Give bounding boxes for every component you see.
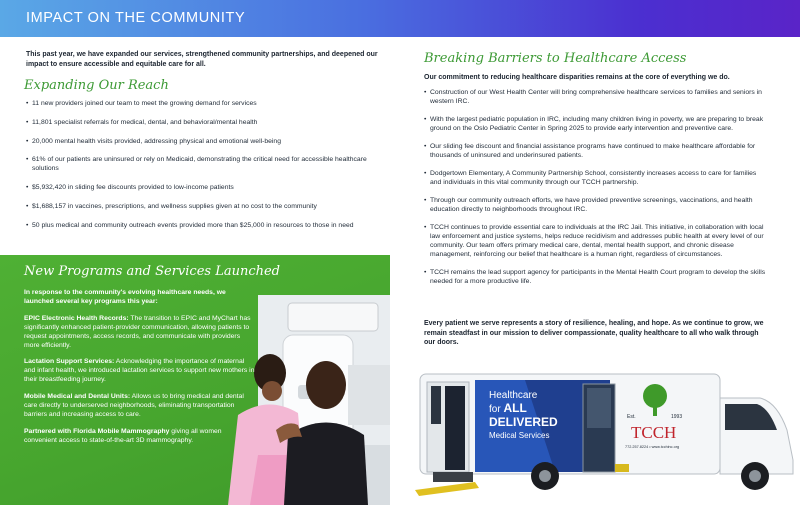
list-item: • TCCH remains the lead support agency for participants in the Mental Health Court program to develop the skills needed for a more productive life. (424, 269, 769, 287)
expanding-heading: Expanding Our Reach (24, 78, 169, 93)
list-item: • 11 new providers joined our team to meet the growing demand for services (26, 100, 371, 109)
van-line4: Medical Services (489, 431, 550, 440)
list-item: • Through our community outreach efforts, we have provided preventive screenings, vaccinations, and health education directly to neighborhoods throughout IRC. (424, 197, 769, 215)
list-item: • 61% of our patients are uninsured or rely on Medicaid, demonstrating the critical need for accessible healthcare solutions (26, 156, 371, 174)
barriers-list (424, 89, 769, 296)
mobile-unit-van (405, 368, 800, 505)
expanding-list (26, 100, 371, 240)
logo-year: 1993 (671, 414, 683, 420)
barriers-subheading: Our commitment to reducing healthcare disparities remains at the core of everything we do. (424, 74, 730, 81)
list-item: • Dodgertown Elementary, A Community Partnership School, consistently increases access to care for families and individuals in this vital community through our TCCH partnership. (424, 170, 769, 188)
programs-intro: In response to the community's evolving healthcare needs, we launched several key programs this year: (24, 289, 226, 305)
list-item: • $5,932,420 in sliding fee discounts provided to low-income patients (26, 184, 371, 193)
closing-text: Every patient we serve represents a story of resilience, healing, and hope. As we continue to grow, we remain steadfast in our mission to deliver compassionate, quality healthcare to all who walk through our doors. (424, 320, 764, 346)
van-line1: Healthcare (489, 390, 538, 401)
program-item: EPIC Electronic Health Records: The transition to EPIC and MyChart has significantly enhanced patient-provider communication, allowing patients to request appointments, access records, and communicate with providers more efficiently. (24, 314, 251, 349)
van-contact: 772.257.8224 • www.tcchinc.org (625, 445, 680, 449)
programs-panel (0, 255, 390, 505)
barriers-heading: Breaking Barriers to Healthcare Access (424, 51, 687, 66)
list-item: • $1,688,157 in vaccines, prescriptions, and wellness supplies given at no cost to the community (26, 203, 371, 212)
header-banner (0, 0, 800, 37)
programs-heading: New Programs and Services Launched (24, 264, 281, 279)
van-line2a: for (489, 404, 504, 415)
program-item: Partnered with Florida Mobile Mammography giving all women convenient access to state-of-the-art 3D mammography. (24, 427, 222, 444)
list-item: • 20,000 mental health visits provided, addressing physical and emotional well-being (26, 138, 371, 147)
program-item: Mobile Medical and Dental Units: Allows us to bring medical and dental care directly to underserved neighborhoods, eliminating transportation barriers and increasing access to care. (24, 393, 244, 418)
intro-text: This past year, we have expanded our services, strengthened community partnerships, and deepened our impact to ensure accessible and equitable care for all. (26, 51, 378, 68)
program-item: Lactation Support Services: Acknowledging the importance of maternal and infant health, we introduced lactation services to support new mothers in their breastfeeding journey. (24, 358, 255, 384)
logo-name: TCCH (631, 423, 677, 442)
logo-est: Est. (627, 414, 636, 420)
svg-text:for ALL (489, 401, 527, 415)
list-item: • Our sliding fee discount and financial assistance programs have continued to make healthcare affordable for thousands of uninsured and underinsured patients. (424, 143, 769, 161)
list-item: • Construction of our West Health Center will bring comprehensive healthcare services to families and seniors in western IRC. (424, 89, 769, 107)
page-title: IMPACT ON THE COMMUNITY (26, 10, 246, 26)
list-item: • 11,801 specialist referrals for medical, dental, and behavioral/mental health (26, 119, 371, 128)
list-item: • TCCH continues to provide essential care to individuals at the IRC Jail. This initiative, in collaboration with local law enforcement and justice systems, helps reduce recidivism and addresses public health at every level of our community. Our team offers primary medical care, dental, mental health support, and chronic disease management, reinforcing our belief that healthcare is a human right, regardless of circumstances. (424, 224, 769, 259)
list-item: • With the largest pediatric population in IRC, including many children living in poverty, we are preparing to break ground on the Oslo Pediatric Center in Spring 2025 to provide early intervention and preventive care. (424, 116, 769, 134)
list-item: • 50 plus medical and community outreach events provided more than $25,000 in resources to those in need (26, 222, 371, 231)
van-line2b: ALL (503, 401, 527, 415)
van-line3: DELIVERED (489, 415, 558, 429)
programs-text (24, 289, 256, 454)
